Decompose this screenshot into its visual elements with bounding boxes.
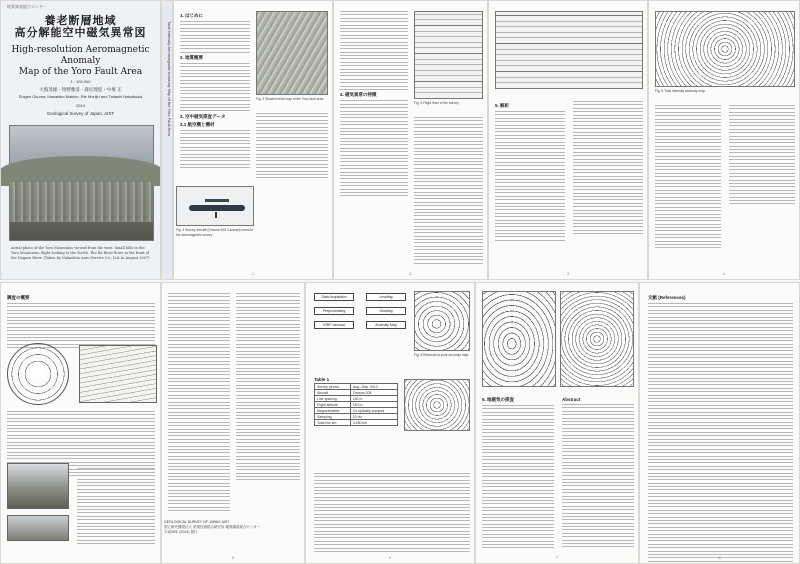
flowchart-box: Anomaly Map — [366, 321, 406, 329]
table-row: Survey period Aug.–Sep. 2012 — [315, 384, 398, 390]
flowchart-box: IGRF removal — [314, 321, 354, 329]
p4-right-column — [573, 101, 643, 237]
anomaly-map-figure — [655, 11, 795, 87]
anomaly-map-left — [482, 291, 556, 387]
page-6 — [0, 282, 161, 564]
cover-title-en: High-resolution Aeromagnetic Anomaly Map of the Yoro Fault Area — [11, 45, 150, 77]
p8-bottom-text — [314, 473, 470, 554]
p3-right-column — [414, 117, 483, 266]
colophon: GEOLOGICAL SURVEY OF JAPAN, AIST 国立研究開発法人 産業技術総合研究所 地質調査総合センター 平成26年 (2014) 発行 — [164, 520, 261, 534]
section-heading: 4. 磁気異常の特徴 — [340, 92, 377, 98]
table-title: Table 1 — [314, 377, 330, 382]
p6-top-text — [7, 293, 155, 350]
photo-plain — [10, 182, 153, 222]
table-row: Magnetometer Cs optically pumped — [315, 408, 398, 414]
p9-left-column — [482, 395, 554, 551]
table-row: Total line km 3,450 km — [315, 420, 398, 426]
shaded-relief-figure — [256, 11, 328, 95]
page-9 — [475, 282, 639, 564]
survey-spec-table — [314, 383, 398, 426]
p2-left-column — [180, 11, 250, 170]
publication-year: 2014 — [76, 103, 85, 108]
aircraft-photo — [176, 186, 254, 226]
page-number: 5 — [231, 555, 235, 560]
figure-caption: Fig. 2 Shaded relief map of the Yoro fault area. — [256, 97, 325, 101]
page-number: 7 — [555, 555, 559, 560]
page-2 — [173, 0, 333, 280]
section-heading: 5. 地磁気の探査 — [482, 397, 515, 402]
p6-right-text — [77, 465, 155, 546]
section-heading: 調査の概要 — [7, 295, 30, 300]
anomaly-detail-figure — [404, 379, 470, 431]
figure-caption: Fig. 5 Total intensity anomaly map. — [655, 89, 706, 93]
flowchart-box: Gridding — [366, 307, 406, 315]
aircraft-body — [189, 205, 245, 211]
table-row: Line spacing 150 m — [315, 396, 398, 402]
p3-left-column — [340, 11, 408, 199]
page-8 — [305, 282, 475, 564]
page-5 — [648, 0, 800, 280]
flowchart-box: Preprocessing — [314, 307, 354, 315]
p7-left-column — [168, 293, 230, 513]
section-heading: 2. 地質概要 — [180, 54, 204, 60]
map-scale: 1 : 100,000 — [70, 79, 91, 84]
flowchart-box: Leveling — [366, 293, 406, 301]
anomaly-map-right — [560, 291, 634, 387]
page-number: 3 — [566, 271, 570, 276]
flight-lines-figure — [414, 11, 483, 99]
section-heading: 1. はじめに — [180, 13, 204, 18]
geomagnetic-field-diagram — [7, 343, 69, 405]
aircraft-gear — [215, 212, 217, 218]
photo-caption: Aerial photo of the Yoro Mountains viewed from the west. Small hills in the Yoro Mountains, flight looking to the North. The Ibi River flows in the front of the Nagara River. (Taken by Nakashita Aero Service Co., Ltd. in August 2007) — [11, 246, 150, 260]
table-row: Flight altitude 150 m — [315, 402, 398, 408]
world-magnetic-map — [79, 345, 157, 403]
references-heading: 文献 (References) — [648, 295, 686, 300]
section-heading: 3. 空中磁気探査データ — [180, 113, 226, 119]
spine — [161, 0, 173, 280]
page-number: 8 — [718, 555, 721, 560]
page-number: 4 — [722, 271, 726, 276]
references-list — [648, 293, 793, 564]
figure-caption: Fig. 3 Survey aircraft (Cessna 208 Caravan) used for the aeromagnetic survey. — [176, 228, 254, 237]
authors-jp: 大熊茂雄・牧野雅彦・森尻理恵・中塚 正 — [39, 88, 122, 93]
landscape-photo — [7, 515, 69, 541]
publisher: Geological Survey of Japan, AIST — [46, 111, 115, 116]
flowchart-box: Data Acquisition — [314, 293, 354, 301]
page-number: 2 — [409, 271, 412, 276]
subsection-heading: 3.1 航空機と機材 — [180, 121, 215, 127]
p4-left-column — [495, 101, 565, 243]
rtp-anomaly-figure — [414, 291, 470, 351]
cover-running-head: 地質調査総合センター — [7, 4, 47, 9]
page-4 — [488, 0, 648, 280]
cover-title-jp: 養老断層地域 高分解能空中磁気異常図 — [14, 14, 147, 39]
page-10 — [639, 282, 800, 564]
page-number: 6 — [388, 555, 392, 560]
aircraft-wing — [205, 199, 229, 202]
section-heading: 5. 解析 — [495, 103, 510, 108]
p7-right-column — [236, 293, 300, 483]
p5-left-column — [655, 105, 721, 251]
table-row: Sampling 10 Hz — [315, 414, 398, 420]
page-number: 1 — [251, 271, 255, 276]
authors-en: Shigeo Okuma, Masahiko Makino, Rie Morijiri and Tadashi Nakatsuka — [18, 94, 143, 99]
figure-caption: Fig. 4 Flight lines of the survey. — [414, 101, 460, 105]
figure-caption: Fig. 6 Reduced-to-pole anomaly map. — [414, 353, 470, 357]
landscape-photo — [7, 463, 69, 509]
p5-right-column — [729, 105, 795, 207]
abstract-heading: Abstract — [562, 397, 581, 402]
page-3 — [333, 0, 488, 280]
cover-page — [0, 0, 161, 280]
p9-right-column — [562, 395, 634, 550]
spine-title: Total Intensity Aeromagnetic Anomaly Map of the Yoro Fault Area — [167, 21, 172, 136]
aerial-photo — [9, 125, 154, 241]
p2-right-column — [256, 113, 328, 181]
survey-grid-figure — [495, 11, 643, 89]
table-row: Aircraft Cessna 208 — [315, 390, 398, 396]
